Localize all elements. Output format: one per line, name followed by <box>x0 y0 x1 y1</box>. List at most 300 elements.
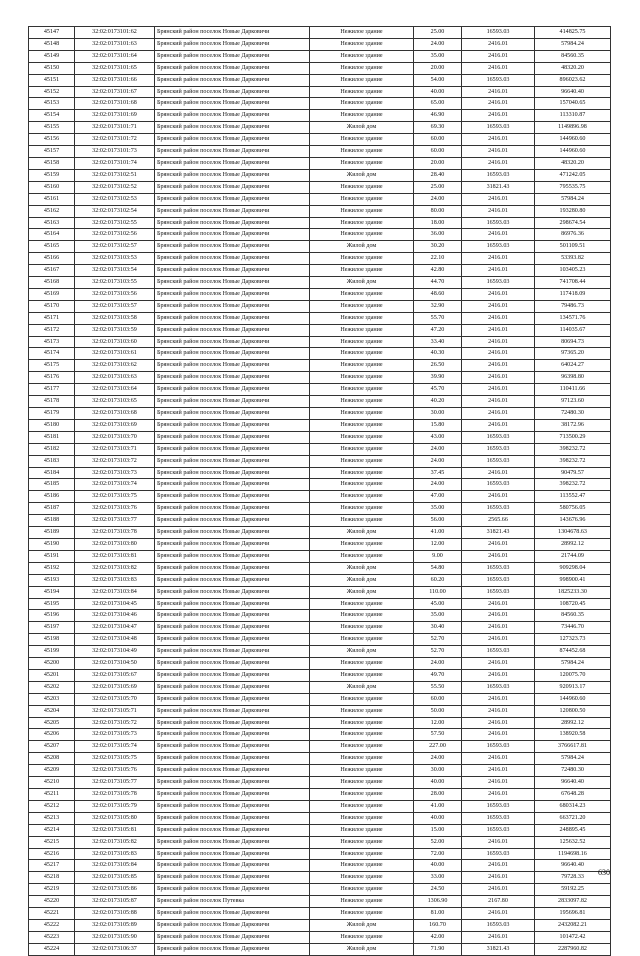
cadastral-value-cell: 795535.75 <box>535 181 611 193</box>
area-cell: 33.40 <box>414 336 462 348</box>
registry-table-container <box>28 26 610 956</box>
object-type-cell: Нежилое здание <box>310 360 414 372</box>
specific-value-cell: 2416.01 <box>462 550 535 562</box>
table-row <box>29 669 611 681</box>
address-cell: Брянский район поселок Новые Дарковичи <box>155 765 310 777</box>
cadastral-value-cell: 96398.80 <box>535 372 611 384</box>
cadastral-number-cell: 32:02:0173104:46 <box>75 610 155 622</box>
object-type-cell: Нежилое здание <box>310 253 414 265</box>
area-cell: 55.70 <box>414 312 462 324</box>
address-cell: Брянский район поселок Новые Дарковичи <box>155 443 310 455</box>
object-type-cell: Нежилое здание <box>310 741 414 753</box>
table-row <box>29 348 611 360</box>
address-cell: Брянский район поселок Новые Дарковичи <box>155 919 310 931</box>
object-type-cell: Нежилое здание <box>310 300 414 312</box>
area-cell: 60.20 <box>414 574 462 586</box>
specific-value-cell: 2416.01 <box>462 693 535 705</box>
specific-value-cell: 2416.01 <box>462 324 535 336</box>
address-cell: Брянский район поселок Новые Дарковичи <box>155 348 310 360</box>
specific-value-cell: 31821.43 <box>462 943 535 955</box>
cadastral-value-cell: 28992.12 <box>535 538 611 550</box>
address-cell: Брянский район поселок Новые Дарковичи <box>155 217 310 229</box>
cadastral-number-cell: 32:02:0173103:82 <box>75 562 155 574</box>
cadastral-number-cell: 32:02:0173105:77 <box>75 777 155 789</box>
table-row <box>29 884 611 896</box>
object-type-cell: Жилой дом <box>310 646 414 658</box>
table-row <box>29 872 611 884</box>
table-row <box>29 896 611 908</box>
row-number-cell: 45186 <box>29 491 75 503</box>
row-number-cell: 45188 <box>29 515 75 527</box>
table-row <box>29 110 611 122</box>
area-cell: 41.00 <box>414 527 462 539</box>
address-cell: Брянский район поселок Новые Дарковичи <box>155 538 310 550</box>
cadastral-value-cell: 1304678.63 <box>535 527 611 539</box>
area-cell: 80.00 <box>414 205 462 217</box>
specific-value-cell: 2416.01 <box>462 765 535 777</box>
object-type-cell: Нежилое здание <box>310 503 414 515</box>
address-cell: Брянский район поселок Новые Дарковичи <box>155 931 310 943</box>
specific-value-cell: 2416.01 <box>462 884 535 896</box>
cadastral-value-cell: 134571.76 <box>535 312 611 324</box>
cadastral-value-cell: 57984.24 <box>535 193 611 205</box>
address-cell: Брянский район поселок Новые Дарковичи <box>155 491 310 503</box>
area-cell: 55.50 <box>414 681 462 693</box>
table-row <box>29 634 611 646</box>
cadastral-number-cell: 32:02:0173103:54 <box>75 265 155 277</box>
address-cell: Брянский район поселок Новые Дарковичи <box>155 312 310 324</box>
specific-value-cell: 16593.03 <box>462 455 535 467</box>
cadastral-value-cell: 84560.35 <box>535 50 611 62</box>
cadastral-value-cell: 38172.96 <box>535 419 611 431</box>
cadastral-number-cell: 32:02:0173102:52 <box>75 181 155 193</box>
cadastral-value-cell: 79728.33 <box>535 872 611 884</box>
table-row <box>29 277 611 289</box>
cadastral-number-cell: 32:02:0173102:57 <box>75 241 155 253</box>
area-cell: 24.00 <box>414 479 462 491</box>
cadastral-value-cell: 713500.29 <box>535 431 611 443</box>
area-cell: 26.50 <box>414 360 462 372</box>
row-number-cell: 45205 <box>29 717 75 729</box>
table-row <box>29 134 611 146</box>
object-type-cell: Жилой дом <box>310 241 414 253</box>
address-cell: Брянский район поселок Новые Дарковичи <box>155 681 310 693</box>
table-row <box>29 812 611 824</box>
object-type-cell: Нежилое здание <box>310 205 414 217</box>
object-type-cell: Нежилое здание <box>310 622 414 634</box>
cadastral-value-cell: 110411.66 <box>535 384 611 396</box>
cadastral-value-cell: 144960.60 <box>535 134 611 146</box>
cadastral-value-cell: 920913.17 <box>535 681 611 693</box>
address-cell: Брянский район поселок Путевка <box>155 896 310 908</box>
object-type-cell: Нежилое здание <box>310 98 414 110</box>
cadastral-number-cell: 32:02:0173103:53 <box>75 253 155 265</box>
area-cell: 47.20 <box>414 324 462 336</box>
area-cell: 1306.90 <box>414 896 462 908</box>
cadastral-value-cell: 195696.81 <box>535 908 611 920</box>
row-number-cell: 45209 <box>29 765 75 777</box>
row-number-cell: 45157 <box>29 146 75 158</box>
specific-value-cell: 16593.03 <box>462 741 535 753</box>
table-row <box>29 62 611 74</box>
table-row <box>29 205 611 217</box>
area-cell: 60.00 <box>414 693 462 705</box>
object-type-cell: Нежилое здание <box>310 729 414 741</box>
cadastral-number-cell: 32:02:0173102:54 <box>75 205 155 217</box>
address-cell: Брянский район поселок Новые Дарковичи <box>155 777 310 789</box>
table-row <box>29 527 611 539</box>
cadastral-value-cell: 72480.30 <box>535 765 611 777</box>
specific-value-cell: 2416.01 <box>462 265 535 277</box>
table-row <box>29 122 611 134</box>
object-type-cell: Нежилое здание <box>310 777 414 789</box>
area-cell: 40.00 <box>414 812 462 824</box>
row-number-cell: 45215 <box>29 836 75 848</box>
cadastral-value-cell: 298674.54 <box>535 217 611 229</box>
row-number-cell: 45211 <box>29 789 75 801</box>
row-number-cell: 45156 <box>29 134 75 146</box>
object-type-cell: Нежилое здание <box>310 693 414 705</box>
area-cell: 40.30 <box>414 348 462 360</box>
row-number-cell: 45183 <box>29 455 75 467</box>
object-type-cell: Нежилое здание <box>310 312 414 324</box>
cadastral-number-cell: 32:02:0173105:70 <box>75 693 155 705</box>
address-cell: Брянский район поселок Новые Дарковичи <box>155 146 310 158</box>
table-row <box>29 598 611 610</box>
cadastral-value-cell: 414825.75 <box>535 27 611 39</box>
cadastral-value-cell: 874452.68 <box>535 646 611 658</box>
area-cell: 44.70 <box>414 277 462 289</box>
address-cell: Брянский район поселок Новые Дарковичи <box>155 241 310 253</box>
cadastral-value-cell: 113310.87 <box>535 110 611 122</box>
specific-value-cell: 2416.01 <box>462 348 535 360</box>
object-type-cell: Нежилое здание <box>310 884 414 896</box>
row-number-cell: 45170 <box>29 300 75 312</box>
cadastral-value-cell: 120075.70 <box>535 669 611 681</box>
specific-value-cell: 2416.01 <box>462 908 535 920</box>
cadastral-value-cell: 57984.24 <box>535 38 611 50</box>
row-number-cell: 45163 <box>29 217 75 229</box>
cadastral-number-cell: 32:02:0173103:73 <box>75 467 155 479</box>
cadastral-number-cell: 32:02:0173103:78 <box>75 527 155 539</box>
table-row <box>29 324 611 336</box>
row-number-cell: 45148 <box>29 38 75 50</box>
table-row <box>29 455 611 467</box>
object-type-cell: Нежилое здание <box>310 110 414 122</box>
cadastral-number-cell: 32:02:0173102:56 <box>75 229 155 241</box>
row-number-cell: 45217 <box>29 860 75 872</box>
specific-value-cell: 2416.01 <box>462 658 535 670</box>
address-cell: Брянский район поселок Новые Дарковичи <box>155 479 310 491</box>
row-number-cell: 45199 <box>29 646 75 658</box>
cadastral-number-cell: 32:02:0173103:68 <box>75 408 155 420</box>
registry-table-body <box>29 27 611 956</box>
table-row <box>29 765 611 777</box>
address-cell: Брянский район поселок Новые Дарковичи <box>155 38 310 50</box>
area-cell: 69.30 <box>414 122 462 134</box>
cadastral-value-cell: 113552.47 <box>535 491 611 503</box>
area-cell: 28.00 <box>414 789 462 801</box>
cadastral-value-cell: 96640.40 <box>535 860 611 872</box>
specific-value-cell: 16593.03 <box>462 241 535 253</box>
table-row <box>29 741 611 753</box>
area-cell: 40.00 <box>414 777 462 789</box>
table-row <box>29 693 611 705</box>
area-cell: 30.00 <box>414 765 462 777</box>
address-cell: Брянский район поселок Новые Дарковичи <box>155 836 310 848</box>
object-type-cell: Нежилое здание <box>310 538 414 550</box>
cadastral-value-cell: 127323.73 <box>535 634 611 646</box>
area-cell: 35.00 <box>414 50 462 62</box>
specific-value-cell: 16593.03 <box>462 169 535 181</box>
specific-value-cell: 2416.01 <box>462 408 535 420</box>
specific-value-cell: 16593.03 <box>462 74 535 86</box>
cadastral-value-cell: 103405.23 <box>535 265 611 277</box>
table-row <box>29 157 611 169</box>
cadastral-value-cell: 398232.72 <box>535 443 611 455</box>
address-cell: Брянский район поселок Новые Дарковичи <box>155 503 310 515</box>
row-number-cell: 45179 <box>29 408 75 420</box>
table-row <box>29 181 611 193</box>
table-row <box>29 253 611 265</box>
address-cell: Брянский район поселок Новые Дарковичи <box>155 50 310 62</box>
row-number-cell: 45201 <box>29 669 75 681</box>
row-number-cell: 45178 <box>29 396 75 408</box>
object-type-cell: Нежилое здание <box>310 384 414 396</box>
object-type-cell: Нежилое здание <box>310 550 414 562</box>
cadastral-number-cell: 32:02:0173104:45 <box>75 598 155 610</box>
object-type-cell: Нежилое здание <box>310 491 414 503</box>
area-cell: 25.00 <box>414 181 462 193</box>
cadastral-number-cell: 32:02:0173103:74 <box>75 479 155 491</box>
object-type-cell: Нежилое здание <box>310 431 414 443</box>
area-cell: 30.40 <box>414 622 462 634</box>
specific-value-cell: 16593.03 <box>462 277 535 289</box>
cadastral-number-cell: 32:02:0173105:69 <box>75 681 155 693</box>
row-number-cell: 45180 <box>29 419 75 431</box>
address-cell: Брянский район поселок Новые Дарковичи <box>155 860 310 872</box>
object-type-cell: Нежилое здание <box>310 419 414 431</box>
table-row <box>29 396 611 408</box>
table-row <box>29 419 611 431</box>
cadastral-number-cell: 32:02:0173103:83 <box>75 574 155 586</box>
object-type-cell: Нежилое здание <box>310 789 414 801</box>
area-cell: 12.00 <box>414 538 462 550</box>
row-number-cell: 45197 <box>29 622 75 634</box>
cadastral-number-cell: 32:02:0173105:81 <box>75 824 155 836</box>
cadastral-number-cell: 32:02:0173101:63 <box>75 38 155 50</box>
cadastral-number-cell: 32:02:0173105:86 <box>75 884 155 896</box>
specific-value-cell: 31821.43 <box>462 181 535 193</box>
address-cell: Брянский район поселок Новые Дарковичи <box>155 157 310 169</box>
row-number-cell: 45182 <box>29 443 75 455</box>
specific-value-cell: 2416.01 <box>462 300 535 312</box>
area-cell: 15.80 <box>414 419 462 431</box>
cadastral-value-cell: 909298.04 <box>535 562 611 574</box>
specific-value-cell: 2416.01 <box>462 836 535 848</box>
address-cell: Брянский район поселок Новые Дарковичи <box>155 336 310 348</box>
cadastral-number-cell: 32:02:0173105:85 <box>75 872 155 884</box>
cadastral-number-cell: 32:02:0173103:63 <box>75 372 155 384</box>
cadastral-value-cell: 57984.24 <box>535 658 611 670</box>
object-type-cell: Нежилое здание <box>310 265 414 277</box>
cadastral-number-cell: 32:02:0173101:71 <box>75 122 155 134</box>
cadastral-value-cell: 120800.50 <box>535 705 611 717</box>
cadastral-number-cell: 32:02:0173105:73 <box>75 729 155 741</box>
cadastral-number-cell: 32:02:0173105:84 <box>75 860 155 872</box>
cadastral-number-cell: 32:02:0173101:68 <box>75 98 155 110</box>
address-cell: Брянский район поселок Новые Дарковичи <box>155 705 310 717</box>
cadastral-number-cell: 32:02:0173103:62 <box>75 360 155 372</box>
address-cell: Брянский район поселок Новые Дарковичи <box>155 741 310 753</box>
specific-value-cell: 2416.01 <box>462 467 535 479</box>
address-cell: Брянский район поселок Новые Дарковичи <box>155 586 310 598</box>
specific-value-cell: 2416.01 <box>462 360 535 372</box>
cadastral-number-cell: 32:02:0173104:48 <box>75 634 155 646</box>
table-row <box>29 658 611 670</box>
table-row <box>29 491 611 503</box>
cadastral-value-cell: 64024.27 <box>535 360 611 372</box>
cadastral-value-cell: 114035.67 <box>535 324 611 336</box>
cadastral-value-cell: 48320.20 <box>535 157 611 169</box>
cadastral-number-cell: 32:02:0173103:55 <box>75 277 155 289</box>
cadastral-value-cell: 117418.09 <box>535 288 611 300</box>
area-cell: 35.00 <box>414 610 462 622</box>
cadastral-number-cell: 32:02:0173105:87 <box>75 896 155 908</box>
table-row <box>29 705 611 717</box>
area-cell: 46.90 <box>414 110 462 122</box>
table-row <box>29 789 611 801</box>
row-number-cell: 45185 <box>29 479 75 491</box>
row-number-cell: 45153 <box>29 98 75 110</box>
cadastral-number-cell: 32:02:0173103:75 <box>75 491 155 503</box>
area-cell: 57.50 <box>414 729 462 741</box>
cadastral-value-cell: 28992.12 <box>535 717 611 729</box>
row-number-cell: 45191 <box>29 550 75 562</box>
specific-value-cell: 16593.03 <box>462 443 535 455</box>
cadastral-value-cell: 1149896.98 <box>535 122 611 134</box>
address-cell: Брянский район поселок Новые Дарковичи <box>155 515 310 527</box>
cadastral-number-cell: 32:02:0173105:78 <box>75 789 155 801</box>
address-cell: Брянский район поселок Новые Дарковичи <box>155 669 310 681</box>
cadastral-number-cell: 32:02:0173105:71 <box>75 705 155 717</box>
specific-value-cell: 16593.03 <box>462 574 535 586</box>
object-type-cell: Нежилое здание <box>310 705 414 717</box>
table-row <box>29 50 611 62</box>
table-row <box>29 931 611 943</box>
object-type-cell: Нежилое здание <box>310 848 414 860</box>
address-cell: Брянский район поселок Новые Дарковичи <box>155 360 310 372</box>
cadastral-number-cell: 32:02:0173105:82 <box>75 836 155 848</box>
area-cell: 45.00 <box>414 598 462 610</box>
address-cell: Брянский район поселок Новые Дарковичи <box>155 622 310 634</box>
specific-value-cell: 2416.01 <box>462 146 535 158</box>
area-cell: 24.00 <box>414 658 462 670</box>
cadastral-number-cell: 32:02:0173102:55 <box>75 217 155 229</box>
table-row <box>29 372 611 384</box>
row-number-cell: 45208 <box>29 753 75 765</box>
cadastral-number-cell: 32:02:0173105:90 <box>75 931 155 943</box>
area-cell: 60.00 <box>414 134 462 146</box>
address-cell: Брянский район поселок Новые Дарковичи <box>155 574 310 586</box>
cadastral-value-cell: 1825233.30 <box>535 586 611 598</box>
area-cell: 41.00 <box>414 800 462 812</box>
object-type-cell: Нежилое здание <box>310 229 414 241</box>
table-row <box>29 193 611 205</box>
object-type-cell: Нежилое здание <box>310 62 414 74</box>
object-type-cell: Нежилое здание <box>310 598 414 610</box>
table-row <box>29 312 611 324</box>
table-row <box>29 943 611 955</box>
specific-value-cell: 2416.01 <box>462 777 535 789</box>
area-cell: 24.50 <box>414 884 462 896</box>
cadastral-value-cell: 53393.82 <box>535 253 611 265</box>
cadastral-number-cell: 32:02:0173103:60 <box>75 336 155 348</box>
cadastral-value-cell: 48320.20 <box>535 62 611 74</box>
row-number-cell: 45171 <box>29 312 75 324</box>
address-cell: Брянский район поселок Новые Дарковичи <box>155 193 310 205</box>
row-number-cell: 45151 <box>29 74 75 86</box>
cadastral-value-cell: 79486.73 <box>535 300 611 312</box>
object-type-cell: Жилой дом <box>310 169 414 181</box>
cadastral-value-cell: 57984.24 <box>535 753 611 765</box>
object-type-cell: Нежилое здание <box>310 336 414 348</box>
row-number-cell: 45206 <box>29 729 75 741</box>
address-cell: Брянский район поселок Новые Дарковичи <box>155 634 310 646</box>
specific-value-cell: 2416.01 <box>462 50 535 62</box>
cadastral-number-cell: 32:02:0173103:81 <box>75 550 155 562</box>
specific-value-cell: 2416.01 <box>462 598 535 610</box>
object-type-cell: Жилой дом <box>310 527 414 539</box>
specific-value-cell: 16593.03 <box>462 824 535 836</box>
address-cell: Брянский район поселок Новые Дарковичи <box>155 550 310 562</box>
cadastral-value-cell: 398232.72 <box>535 479 611 491</box>
object-type-cell: Нежилое здание <box>310 800 414 812</box>
cadastral-value-cell: 2287960.82 <box>535 943 611 955</box>
cadastral-number-cell: 32:02:0173101:67 <box>75 86 155 98</box>
row-number-cell: 45184 <box>29 467 75 479</box>
specific-value-cell: 2416.01 <box>462 860 535 872</box>
area-cell: 22.10 <box>414 253 462 265</box>
cadastral-number-cell: 32:02:0173104:47 <box>75 622 155 634</box>
specific-value-cell: 2416.01 <box>462 312 535 324</box>
cadastral-value-cell: 248895.45 <box>535 824 611 836</box>
specific-value-cell: 16593.03 <box>462 800 535 812</box>
cadastral-value-cell: 80694.73 <box>535 336 611 348</box>
cadastral-value-cell: 471242.05 <box>535 169 611 181</box>
area-cell: 227.00 <box>414 741 462 753</box>
specific-value-cell: 2565.66 <box>462 515 535 527</box>
specific-value-cell: 2416.01 <box>462 86 535 98</box>
row-number-cell: 45167 <box>29 265 75 277</box>
table-row <box>29 86 611 98</box>
row-number-cell: 45193 <box>29 574 75 586</box>
object-type-cell: Нежилое здание <box>310 27 414 39</box>
address-cell: Брянский район поселок Новые Дарковичи <box>155 800 310 812</box>
specific-value-cell: 2416.01 <box>462 253 535 265</box>
cadastral-number-cell: 32:02:0173103:80 <box>75 538 155 550</box>
object-type-cell: Нежилое здание <box>310 872 414 884</box>
cadastral-value-cell: 108720.45 <box>535 598 611 610</box>
row-number-cell: 45181 <box>29 431 75 443</box>
object-type-cell: Жилой дом <box>310 586 414 598</box>
area-cell: 110.00 <box>414 586 462 598</box>
specific-value-cell: 2416.01 <box>462 372 535 384</box>
row-number-cell: 45176 <box>29 372 75 384</box>
cadastral-value-cell: 101472.42 <box>535 931 611 943</box>
object-type-cell: Нежилое здание <box>310 408 414 420</box>
page-number: 630 <box>598 868 610 877</box>
